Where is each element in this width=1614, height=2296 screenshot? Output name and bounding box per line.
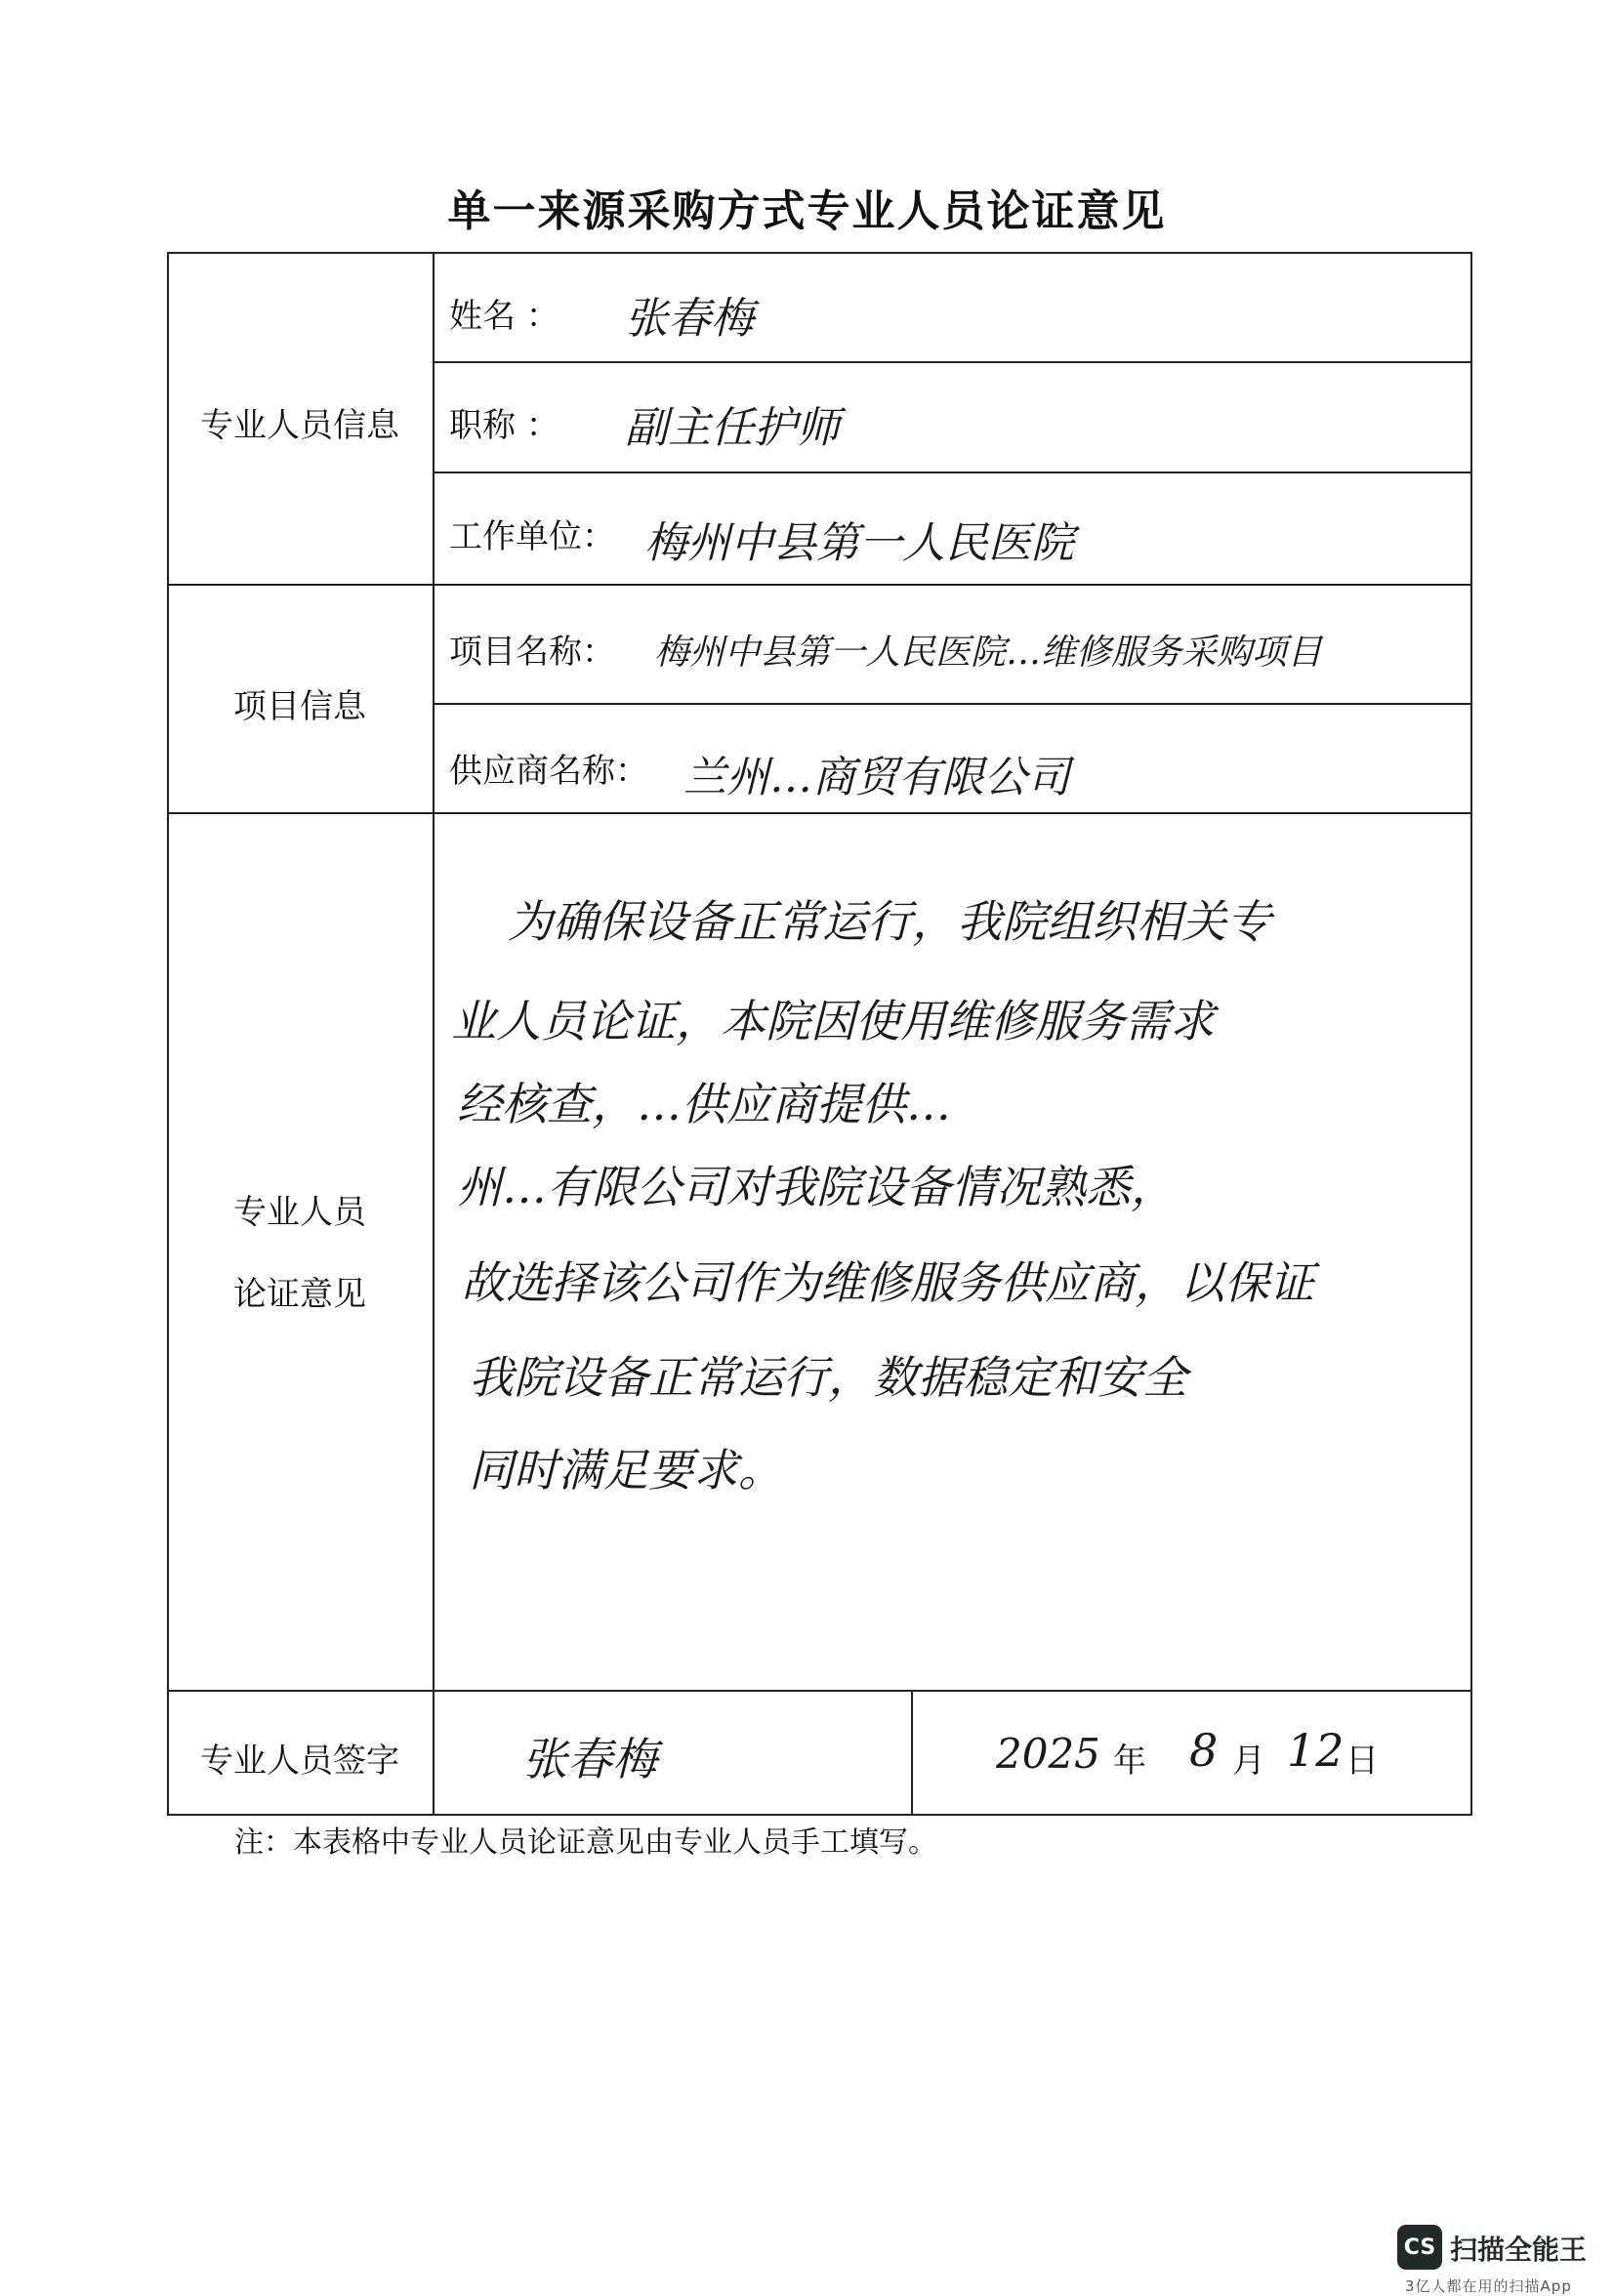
- section-opinion-line1: 专业人员: [233, 1193, 366, 1232]
- footnote: 注：本表格中专业人员论证意见由专业人员手工填写。: [234, 1825, 937, 1860]
- title-label: 职称 ：: [449, 406, 559, 445]
- employer-label: 工作单位：: [449, 517, 615, 556]
- section-divider-1: [167, 584, 1472, 586]
- section-personnel-info: 专业人员信息: [200, 406, 399, 445]
- watermark-tagline: 3亿人都在用的扫描App: [1405, 2277, 1572, 2295]
- watermark-app-name: 扫描全能王: [1450, 2234, 1588, 2266]
- column-divider: [433, 252, 435, 1816]
- handwritten-project-name: 梅州中县第一人民医院…维修服务采购项目: [654, 633, 1323, 673]
- date-day-unit: 日: [1345, 1742, 1379, 1781]
- date-year: 2025: [996, 1730, 1100, 1778]
- handwritten-name: 张春梅: [625, 294, 754, 344]
- opinion-line-5: 故选择该公司作为维修服务供应商，以保证: [461, 1256, 1314, 1309]
- handwritten-signature: 张春梅: [522, 1733, 657, 1785]
- section-divider-3: [167, 1690, 1472, 1692]
- handwritten-supplier: 兰州…商贸有限公司: [683, 753, 1070, 802]
- opinion-line-2: 业人员论证，本院因使用维修服务需求: [451, 995, 1215, 1047]
- name-label: 姓名 ：: [449, 297, 559, 336]
- project-label: 项目名称：: [449, 633, 615, 672]
- row-divider-name: [433, 361, 1472, 363]
- section-project-info: 项目信息: [233, 687, 366, 726]
- signature-date-divider: [911, 1690, 913, 1816]
- opinion-line-3: 经核查，…供应商提供…: [457, 1078, 951, 1130]
- opinion-line-7: 同时满足要求。: [469, 1444, 783, 1496]
- opinion-line-4: 州…有限公司对我院设备情况熟悉，: [457, 1161, 1176, 1213]
- opinion-line-1: 为确保设备正常运行，我院组织相关专: [508, 895, 1271, 948]
- date-month: 8: [1189, 1724, 1219, 1777]
- row-divider-project: [433, 703, 1472, 705]
- form-title: 单一来源采购方式专业人员论证意见: [447, 186, 1167, 236]
- section-signature: 专业人员签字: [200, 1742, 399, 1781]
- date-day: 12: [1287, 1724, 1345, 1777]
- date-month-unit: 月: [1232, 1742, 1265, 1781]
- handwritten-job-title: 副主任护师: [625, 403, 840, 453]
- date-year-unit: 年: [1113, 1742, 1146, 1781]
- supplier-label: 供应商名称：: [449, 752, 648, 791]
- row-divider-title: [433, 472, 1472, 473]
- handwritten-employer: 梅州中县第一人民医院: [644, 518, 1074, 568]
- section-divider-2: [167, 812, 1472, 814]
- camscanner-logo-icon: CS: [1397, 2225, 1442, 2270]
- section-opinion-line2: 论证意见: [233, 1275, 366, 1314]
- opinion-line-6: 我院设备正常运行，数据稳定和安全: [469, 1351, 1187, 1404]
